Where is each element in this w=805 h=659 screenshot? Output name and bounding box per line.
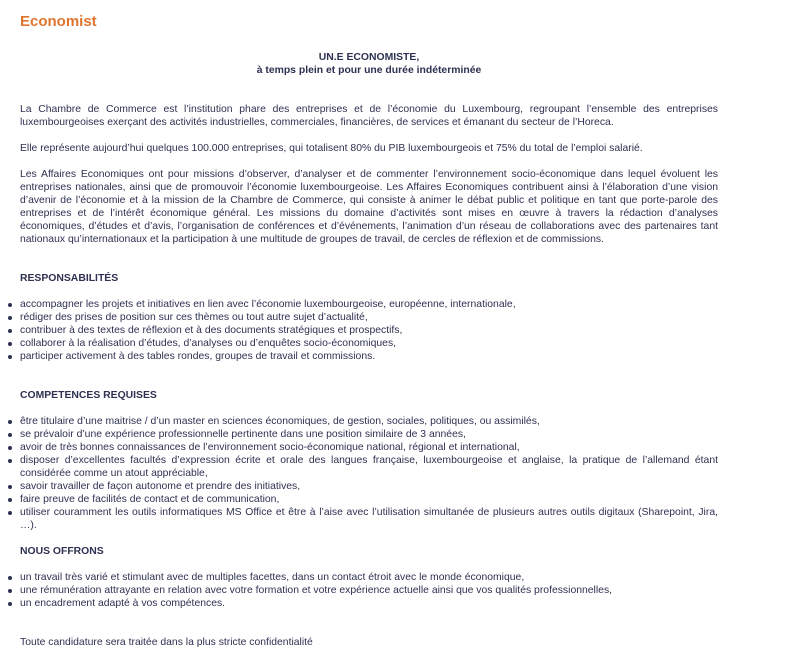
offrons-list: [20, 571, 718, 610]
list-item: être titulaire d’une maitrise / d’un master en sciences économiques, de gestion, sociales, politiques, ou assimilés,: [20, 415, 718, 428]
list-item: accompagner les projets et initiatives en lien avec l’économie luxembourgeoise, européenne, internationale,: [20, 298, 718, 311]
intro-paragraph-2: Elle représente aujourd’hui quelques 100.000 entreprises, qui totalisent 80% du PIB luxembourgeois et 75% du total de l’emploi salarié.: [20, 143, 643, 154]
list-item: utiliser couramment les outils informatiques MS Office et être à l’aise avec l’utilisation simultanée de plusieurs autres outils digitaux (Sharepoint, Jira, …).: [20, 507, 718, 531]
list-item: se prévaloir d’une expérience professionnelle pertinente dans une position similaire de 3 années,: [20, 428, 718, 441]
list-item: une rémunération attrayante en relation avec votre formation et votre expérience actuelle ainsi que vos qualités professionnelles,: [20, 584, 718, 597]
job-contract-type: à temps plein et pour une durée indéterminée: [256, 65, 482, 76]
section-title-competences: COMPETENCES REQUISES: [20, 390, 157, 401]
responsabilites-list: [20, 298, 718, 363]
job-title: UN.E ECONOMISTE,: [318, 52, 420, 63]
list-item: un travail très varié et stimulant avec de multiples facettes, dans un contact étroit avec le monde économique,: [20, 571, 718, 584]
competences-list: [20, 415, 718, 532]
list-item: contribuer à des textes de réflexion et à des documents stratégiques et prospectifs,: [20, 324, 718, 337]
list-item: collaborer à la réalisation d’études, d’analyses ou d’enquêtes socio-économiques,: [20, 337, 718, 350]
page-heading: Economist: [20, 13, 97, 30]
list-item: avoir de très bonnes connaissances de l’environnement socio-économique national, régional et international,: [20, 441, 718, 454]
job-title-block: [20, 51, 718, 77]
list-item: rédiger des prises de position sur ces thèmes ou tout autre sujet d’actualité,: [20, 311, 718, 324]
section-title-responsabilites: RESPONSABILITÉS: [20, 273, 119, 284]
section-title-offrons: NOUS OFFRONS: [20, 546, 104, 557]
list-item: faire preuve de facilités de contact et de communication,: [20, 493, 718, 506]
confidentiality-note: Toute candidature sera traitée dans la plus stricte confidentialité: [20, 637, 313, 648]
list-item: participer activement à des tables rondes, groupes de travail et commissions.: [20, 350, 718, 363]
list-item: savoir travailler de façon autonome et prendre des initiatives,: [20, 480, 718, 493]
intro-paragraph-3: Les Affaires Economiques ont pour missions d’observer, d’analyser et de commenter l’environnement socio-économique dans lequel évoluent les entreprises nationales, ainsi que de promouvoir l’économie luxembourgeoise. Les Affaires Economiques contribuent ainsi à l’élaboration d’une vision d’avenir de l’économie et à la mission de la Chambre de Commerce, qui consiste à animer le débat public et politique en tant que porte-parole des entreprises et de l’intérêt économique général. Les missions du domaine d’activités sont mises en œuvre à travers la rédaction d’analyses économiques, d’études et d’avis, l’organisation de conférences et d’événements, l’animation d’un réseau de collaborations avec des partenaires tant nationaux qu’internationaux et la participation à une multitude de groupes de travail, de cercles de réflexion et de commissions.: [20, 169, 718, 245]
list-item: un encadrement adapté à vos compétences.: [20, 597, 718, 610]
intro-paragraph-1: La Chambre de Commerce est l’institution phare des entreprises et de l’économie du Luxembourg, regroupant l’ensemble des entreprises luxembourgeoises exerçant des activités industrielles, commerciales, financières, de services et émanant du secteur de l’Horeca.: [20, 104, 718, 128]
list-item: disposer d’excellentes facultés d’expression écrite et orale des langues française, luxembourgeoise et anglaise, la pratique de l’allemand étant considérée comme un atout appréciable,: [20, 455, 718, 479]
